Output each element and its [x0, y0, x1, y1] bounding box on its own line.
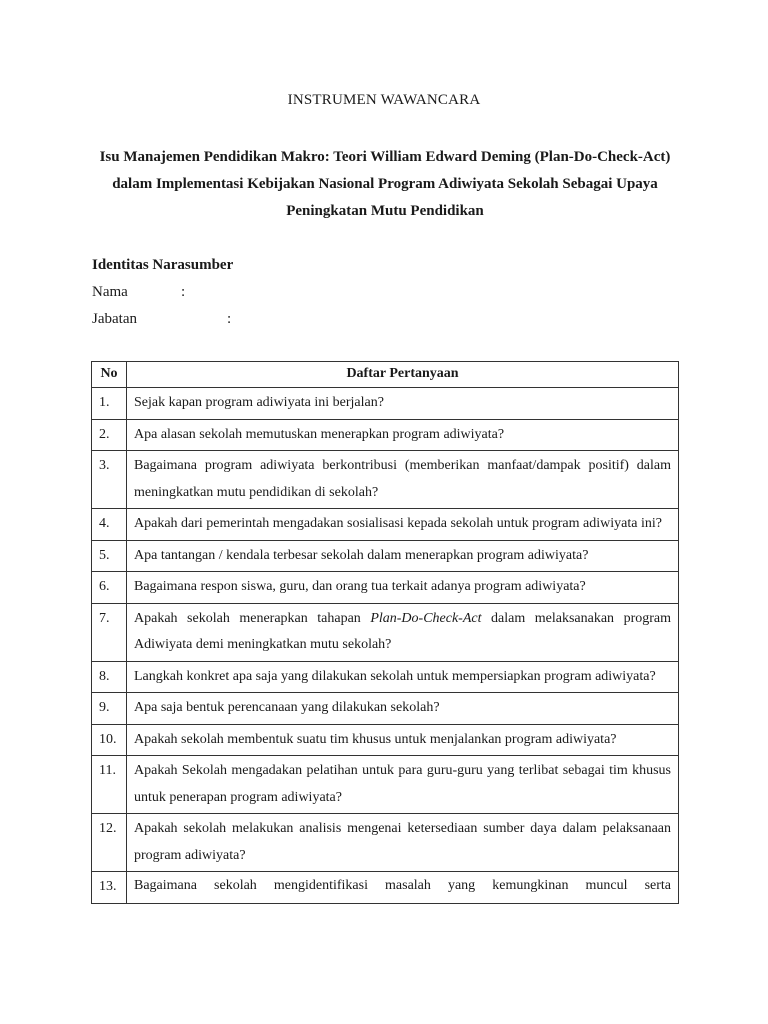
row-question: Bagaimana program adiwiyata berkontribusi (memberikan manfaat/dampak positif) dalam meningkatkan mutu pendidikan di sekolah?: [127, 451, 679, 509]
document-subtitle: [92, 144, 678, 225]
row-question: Apa tantangan / kendala terbesar sekolah dalam menerapkan program adiwiyata?: [127, 540, 679, 572]
identity-field-jabatan: [92, 306, 392, 333]
row-question: Apakah sekolah melakukan analisis mengenai ketersediaan sumber daya dalam pelaksanaan program adiwiyata?: [127, 814, 679, 872]
row-question: Apakah Sekolah mengadakan pelatihan untuk para guru-guru yang terlibat sebagai tim khusus untuk penerapan program adiwiyata?: [127, 756, 679, 814]
table-row: [92, 603, 679, 661]
column-header-no: No: [92, 362, 127, 388]
question-text: dalam melaksanakan program Adiwiyata demi meningkatkan mutu sekolah?: [134, 610, 672, 652]
row-question: Apa saja bentuk perencanaan yang dilakukan sekolah?: [127, 693, 679, 725]
row-number: 6.: [92, 572, 127, 604]
row-question: Apakah dari pemerintah mengadakan sosialisasi kepada sekolah untuk program adiwiyata ini?: [127, 509, 679, 541]
table-row: [92, 756, 679, 814]
row-question: Apakah sekolah membentuk suatu tim khusus untuk menjalankan program adiwiyata?: [127, 724, 679, 756]
row-question: Apa alasan sekolah memutuskan menerapkan program adiwiyata?: [127, 419, 679, 451]
table-row: [92, 724, 679, 756]
table-row: [92, 572, 679, 604]
row-number: 7.: [92, 603, 127, 661]
row-question: Bagaimana respon siswa, guru, dan orang tua terkait adanya program adiwiyata?: [127, 572, 679, 604]
column-header-question: Daftar Pertanyaan: [127, 362, 679, 388]
row-question: Bagaimana sekolah mengidentifikasi masalah yang kemungkinan muncul serta: [127, 872, 679, 904]
row-question: Sejak kapan program adiwiyata ini berjalan?: [127, 388, 679, 420]
subtitle-line: dalam Implementasi Kebijakan Nasional Program Adiwiyata Sekolah Sebagai Upaya: [112, 176, 658, 192]
identity-heading: Identitas Narasumber: [92, 257, 234, 273]
row-question: Langkah konkret apa saja yang dilakukan sekolah untuk mempersiapkan program adiwiyata?: [127, 661, 679, 693]
row-question: [127, 603, 679, 661]
identity-section: [92, 252, 392, 333]
field-separator: :: [227, 311, 232, 327]
row-number: 1.: [92, 388, 127, 420]
row-number: 9.: [92, 693, 127, 725]
table-row: [92, 872, 679, 904]
row-number: 12.: [92, 814, 127, 872]
table-row: [92, 451, 679, 509]
row-number: 3.: [92, 451, 127, 509]
row-number: 10.: [92, 724, 127, 756]
row-number: 13.: [92, 872, 127, 904]
subtitle-line: Isu Manajemen Pendidikan Makro: Teori William Edward Deming (Plan-Do-Check-Act): [99, 149, 671, 165]
table-row: [92, 814, 679, 872]
table-row: [92, 693, 679, 725]
question-text: Apakah sekolah menerapkan tahapan: [134, 610, 371, 626]
questions-table: [91, 361, 679, 904]
row-number: 8.: [92, 661, 127, 693]
table-row: [92, 661, 679, 693]
table-row: [92, 509, 679, 541]
table-row: [92, 540, 679, 572]
field-separator: :: [181, 284, 186, 300]
row-number: 11.: [92, 756, 127, 814]
row-number: 5.: [92, 540, 127, 572]
table-row: [92, 419, 679, 451]
identity-field-nama: [92, 279, 392, 306]
subtitle-line: Peningkatan Mutu Pendidikan: [286, 203, 484, 219]
row-number: 4.: [92, 509, 127, 541]
row-number: 2.: [92, 419, 127, 451]
field-label: Jabatan: [92, 311, 137, 327]
question-italic-term: Plan-Do-Check-Act: [370, 610, 482, 626]
table-row: [92, 388, 679, 420]
field-label: Nama: [92, 284, 128, 300]
document-title: INSTRUMEN WAWANCARA: [287, 92, 481, 108]
table-header-row: [92, 362, 679, 388]
